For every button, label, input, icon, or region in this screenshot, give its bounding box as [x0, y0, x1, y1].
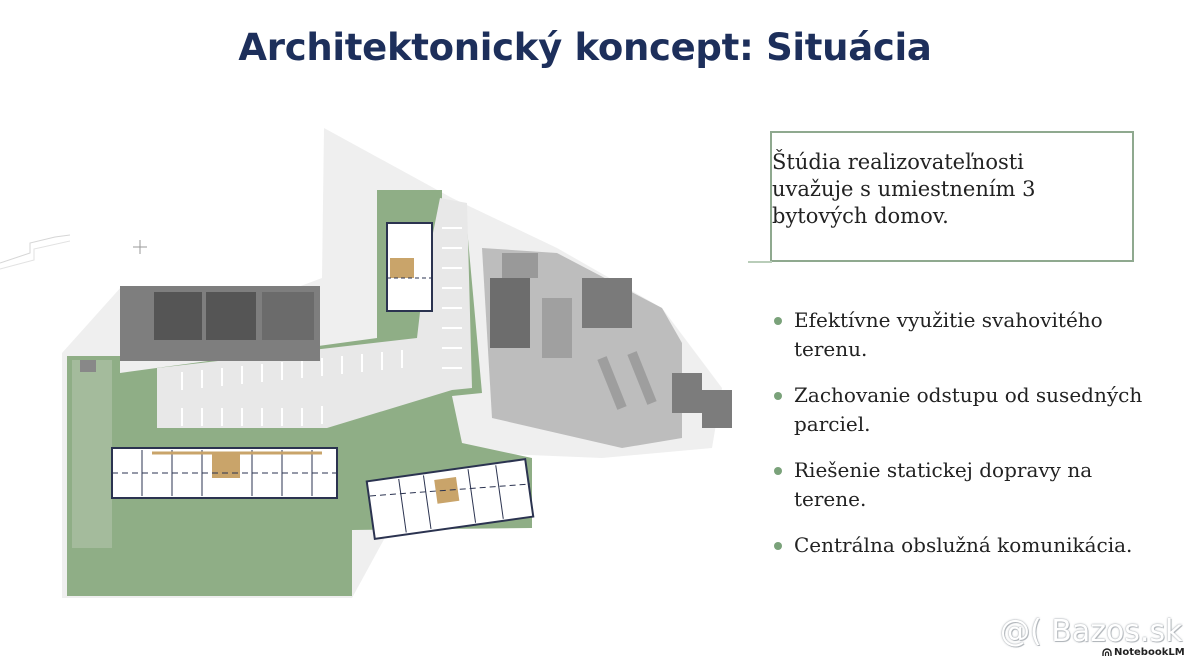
- notebooklm-logo-icon: [1102, 648, 1112, 656]
- bazos-watermark: @( Bazos.sk: [1000, 614, 1183, 649]
- bullet-dot: [774, 542, 782, 550]
- bullet-item: [770, 306, 1150, 364]
- bullet-item: [770, 531, 1150, 560]
- brand-label: NotebookLM: [1114, 647, 1185, 658]
- bullet-dot: [774, 392, 782, 400]
- bullet-text: Efektívne využitie svahovitého terenu.: [794, 308, 1103, 361]
- intro-text: Štúdia realizovateľnosti uvažuje s umiestnením 3 bytových domov.: [772, 150, 1036, 228]
- bullet-dot: [774, 467, 782, 475]
- bullet-list: [770, 306, 1150, 577]
- intro-box-accent: [748, 261, 772, 263]
- slide-title: Architektonický koncept: Situácia: [238, 26, 932, 69]
- bullet-text: Zachovanie odstupu od susedných parciel.: [794, 383, 1143, 436]
- intro-box: [770, 131, 1134, 262]
- bullet-item: [770, 456, 1150, 514]
- bullet-text: Riešenie statickej dopravy na terene.: [794, 458, 1093, 511]
- bullet-dot: [774, 317, 782, 325]
- sketch-lines: [0, 205, 70, 275]
- bullet-item: [770, 381, 1150, 439]
- bullet-text: Centrálna obslužná komunikácia.: [794, 533, 1133, 557]
- neighbor-building: [490, 278, 530, 348]
- notebooklm-brand: [1102, 647, 1185, 658]
- site-plan-illustration: [62, 128, 752, 598]
